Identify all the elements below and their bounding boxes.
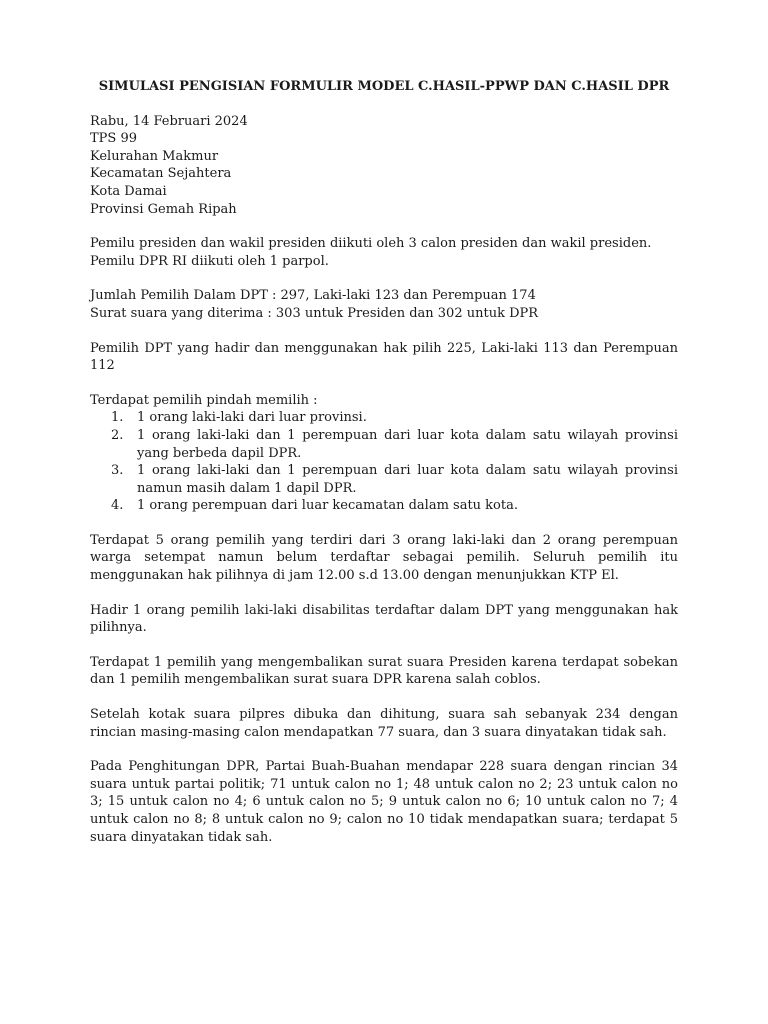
kecamatan-line: Kecamatan Sejahtera bbox=[90, 166, 232, 182]
list-item-text: 1 orang laki-laki dan 1 perempuan dari luar kota dalam satu wilayah provinsi namun masih dalam 1 dapil DPR. bbox=[137, 463, 678, 496]
date-line: Rabu, 14 Februari 2024 bbox=[90, 113, 248, 129]
kelurahan-line: Kelurahan Makmur bbox=[90, 148, 219, 164]
disability-paragraph: Hadir 1 orang pemilih laki-laki disabilitas terdaftar dalam DPT yang menggunakan hak pilihnya. bbox=[90, 602, 678, 636]
list-item-text: 1 orang laki-laki dari luar provinsi. bbox=[137, 410, 367, 426]
list-item-number: 4. bbox=[111, 498, 124, 514]
document-title: SIMULASI PENGISIAN FORMULIR MODEL C.HASIL-PPWP DAN C.HASIL DPR bbox=[98, 79, 670, 94]
list-item-text: 1 orang laki-laki dan 1 perempuan dari luar kota dalam satu wilayah provinsi yang berbeda dapil DPR. bbox=[137, 427, 678, 461]
pilpres-info-line: Pemilu presiden dan wakil presiden diikuti oleh 3 calon presiden dan wakil presiden. bbox=[90, 236, 652, 252]
dpt-count-line: Jumlah Pemilih Dalam DPT : 297, Laki-laki 123 dan Perempuan 174 bbox=[90, 288, 536, 304]
unregistered-voters-paragraph: Terdapat 5 orang pemilih yang terdiri dari 3 orang laki-laki dan 2 orang perempuan warga setempat namun belum terdaftar sebagai pemilih. Seluruh pemilih itu menggunakan hak pilihnya di jam 12.00 s.d 13.00 dengan menunjukkan KTP El. bbox=[90, 532, 678, 584]
list-item-number: 3. bbox=[111, 463, 124, 479]
election-info bbox=[90, 235, 678, 270]
list-item bbox=[90, 409, 678, 427]
provinsi-line: Provinsi Gemah Ripah bbox=[90, 201, 237, 217]
tps-line: TPS 99 bbox=[90, 131, 137, 147]
dpt-info bbox=[90, 287, 678, 322]
list-item bbox=[90, 462, 678, 497]
moves-intro: Terdapat pemilih pindah memilih : bbox=[90, 392, 318, 408]
moves-section bbox=[90, 392, 678, 515]
list-item-number: 2. bbox=[111, 427, 124, 443]
list-item bbox=[90, 497, 678, 515]
document-page bbox=[90, 78, 678, 863]
moves-list bbox=[90, 409, 678, 515]
dpr-info-line: Pemilu DPR RI diikuti oleh 1 parpol. bbox=[90, 253, 329, 269]
pilpres-count-paragraph: Setelah kotak suara pilpres dibuka dan dihitung, suara sah sebanyak 234 dengan rincian masing-masing calon mendapatkan 77 suara, dan 3 suara dinyatakan tidak sah. bbox=[90, 707, 678, 740]
ballots-received-line: Surat suara yang diterima : 303 untuk Presiden dan 302 untuk DPR bbox=[90, 305, 539, 321]
list-item-number: 1. bbox=[111, 410, 124, 426]
list-item bbox=[90, 427, 678, 462]
returned-ballots-paragraph: Terdapat 1 pemilih yang mengembalikan surat suara Presiden karena terdapat sobekan dan 1 pemilih mengembalikan surat suara DPR karena salah coblos. bbox=[90, 654, 678, 688]
list-item-text: 1 orang perempuan dari luar kecamatan dalam satu kota. bbox=[137, 498, 518, 514]
location-header bbox=[90, 113, 678, 219]
attendance-paragraph: Pemilih DPT yang hadir dan menggunakan hak pilih 225, Laki-laki 113 dan Perempuan 112 bbox=[90, 340, 678, 374]
dpr-count-paragraph: Pada Penghitungan DPR, Partai Buah-Buahan mendapar 228 suara dengan rincian 34 suara untuk partai politik; 71 untuk calon no 1; 48 untuk calon no 2; 23 untuk calon no 3; 15 untuk calon no 4; 6 untuk calon no 5; 9 untuk calon no 6; 10 untuk calon no 7; 4 untuk calon no 8; 8 untuk calon no 9; calon no 10 tidak mendapatkan suara; terdapat 5 suara dinyatakan tidak sah. bbox=[90, 759, 678, 845]
kota-line: Kota Damai bbox=[90, 183, 167, 199]
